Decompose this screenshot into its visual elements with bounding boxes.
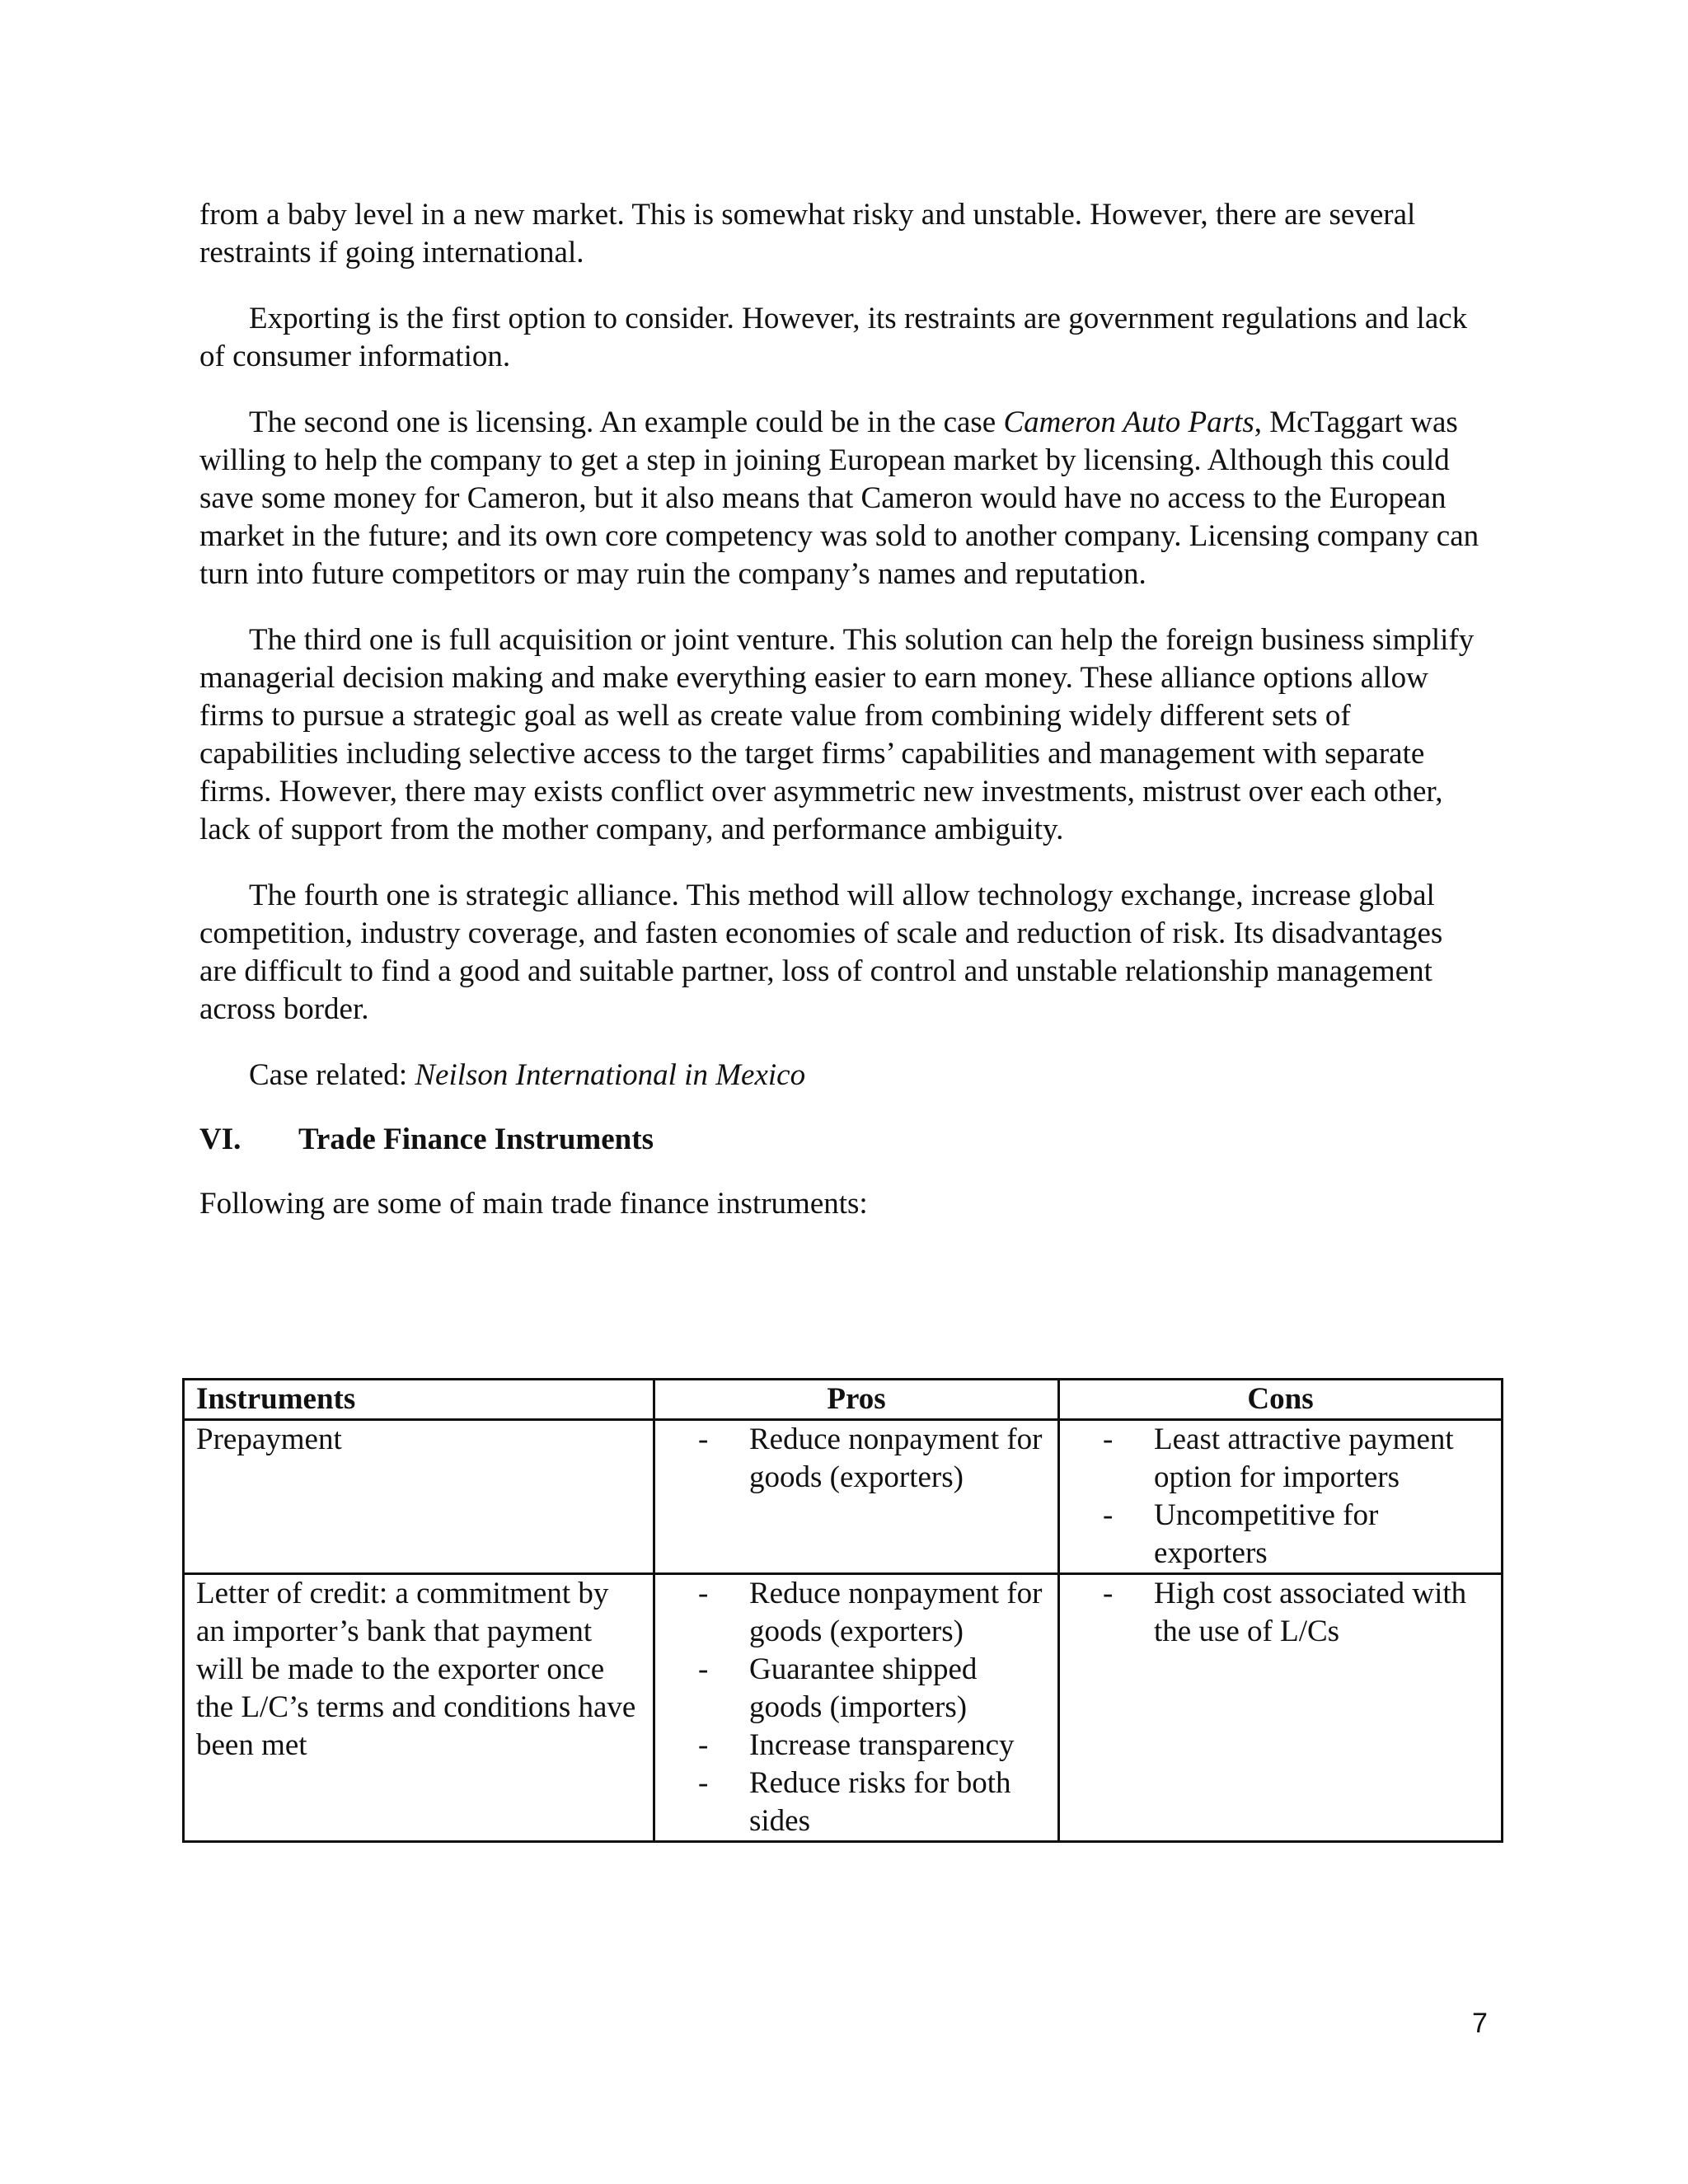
paragraph-licensing <box>199 404 1481 593</box>
header-cons: Cons <box>1059 1380 1503 1420</box>
pros-item: - Reduce nonpayment for goods (exporters) <box>749 1575 1046 1651</box>
table-row <box>184 1574 1503 1842</box>
document-body <box>199 196 1481 1223</box>
paragraph-strategic-alliance: The fourth one is strategic alliance. This method will allow technology exchange, increase global competition, industry coverage, and fasten economies of scale and reduction of risk. Its disadvantages are difficult to find a good and suitable partner, loss of control and unstable relationship management across border. <box>199 879 1443 1026</box>
section-heading <box>199 1121 1481 1159</box>
paragraph-intro: from a baby level in a new market. This is somewhat risky and unstable. However, there are several restraints if going international. <box>199 198 1416 269</box>
pros-cell <box>654 1420 1059 1574</box>
paragraph-exporting: Exporting is the first option to consider. However, its restraints are government regulations and lack of consumer information. <box>199 302 1468 373</box>
pros-cell <box>654 1574 1059 1842</box>
cons-item: - Least attractive payment option for importers <box>1154 1421 1489 1497</box>
header-pros: Pros <box>654 1380 1059 1420</box>
section-intro: Following are some of main trade finance instruments: <box>199 1187 868 1221</box>
pros-list <box>667 1421 1046 1497</box>
cons-item: - Uncompetitive for exporters <box>1154 1497 1489 1572</box>
table-header-row <box>184 1380 1503 1420</box>
pros-item: - Reduce nonpayment for goods (exporters) <box>749 1421 1046 1497</box>
licensing-text-start: The second one is licensing. An example could be in the case <box>249 405 1004 439</box>
cons-cell <box>1059 1420 1503 1574</box>
header-instruments: Instruments <box>184 1380 654 1420</box>
pros-item: - Increase transparency <box>749 1727 1046 1765</box>
case-cameron-auto-parts: Cameron Auto Parts <box>1003 405 1254 439</box>
page-number: 7 <box>1472 2008 1488 2039</box>
section-number: VI. <box>199 1122 241 1156</box>
section-title: Trade Finance Instruments <box>298 1122 654 1156</box>
case-related <box>199 1057 1481 1094</box>
pros-list <box>667 1575 1046 1840</box>
instrument-cell: Prepayment <box>184 1420 654 1574</box>
case-related-label: Case related: <box>249 1058 415 1092</box>
case-neilson: Neilson International in Mexico <box>415 1058 806 1092</box>
cons-list <box>1071 1421 1489 1572</box>
pros-item: - Reduce risks for both sides <box>749 1765 1046 1840</box>
pros-item: - Guarantee shipped goods (importers) <box>749 1651 1046 1727</box>
paragraph-acquisition: The third one is full acquisition or joint venture. This solution can help the foreign business simplify managerial decision making and make everything easier to earn money. These alliance options allow firms to pursue a strategic goal as well as create value from combining widely different sets of capabilities including selective access to the target firms’ capabilities and management with separate firms. However, there may exists conflict over asymmetric new investments, mistrust over each other, lack of support from the mother company, and performance ambiguity. <box>199 623 1475 846</box>
trade-finance-table <box>182 1378 1503 1843</box>
cons-list <box>1071 1575 1489 1651</box>
cons-item: - High cost associated with the use of L/Cs <box>1154 1575 1489 1651</box>
instrument-cell: Letter of credit: a commitment by an importer’s bank that payment will be made to the exporter once the L/C’s terms and conditions have been met <box>184 1574 654 1842</box>
table-row <box>184 1420 1503 1574</box>
licensing-text-end: , McTaggart was willing to help the company to get a step in joining European market by licensing. Although this could save some money for Cameron, but it also means that Cameron would have no access to the European market in the future; and its own core competency was sold to another company. Licensing company can turn into future competitors or may ruin the company’s names and reputation. <box>199 405 1479 591</box>
cons-cell <box>1059 1574 1503 1842</box>
